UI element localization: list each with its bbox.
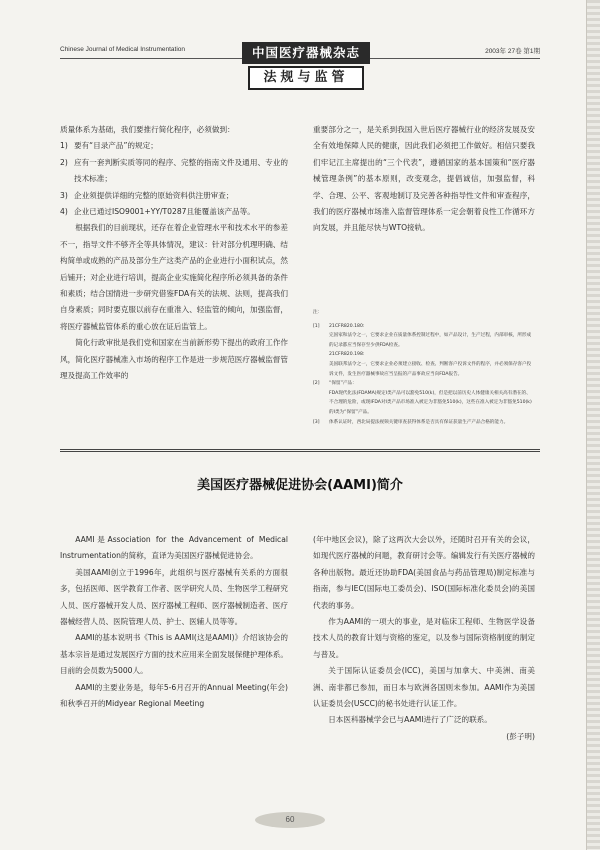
footnote-number: [2]: [313, 381, 320, 387]
footnote-text: “保留”产品：: [329, 381, 357, 387]
footnote-row: [313, 379, 535, 389]
footnote-number: [3]: [313, 419, 320, 425]
list-item-text: 要有“目录产品”的规定；: [74, 141, 158, 151]
notes-list: [313, 322, 535, 428]
paragraph: AAMI的基本说明书《This is AAMI(这是AAMI)》介绍该协会的基本宗旨是通过发展医疗方面的技术应用来全面发展保健护理体系。目前的会员数为5000人。: [60, 633, 288, 676]
footnote-text: 21CFR820.180:: [329, 323, 365, 329]
list-item-text: 企业已通过ISO9001+YY/T0287且能覆盖该产品等。: [74, 207, 255, 217]
paragraph: 质量体系为基础，我们要推行简化程序，必须做到：: [60, 125, 235, 134]
list-item-number: 4): [60, 207, 68, 217]
list-item: [60, 204, 288, 220]
list-item-text: 企业须提供详细的完整的原始资料供注册审查；: [74, 190, 234, 200]
aami-article-left-column: [60, 532, 288, 712]
aami-article-right-column: [313, 532, 535, 745]
footnotes: [313, 308, 535, 427]
issue-info: 2003年 27卷 第1期: [485, 48, 540, 55]
list-item-number: 2): [60, 157, 68, 167]
footnote-row: [313, 331, 535, 350]
footnote-text: 美国联邦法令之一，它要求企业必须建立接收、检查、判断客户投诉文件的程序，并必须保存客户投诉文件，发生医疗器械事故应当呈报的产品事故应当向FDA报告。: [329, 361, 532, 377]
page-number: 60: [255, 812, 325, 828]
list-item-number: 3): [60, 190, 68, 200]
notes-heading: 注：: [313, 310, 323, 315]
footnote-row: [313, 389, 535, 418]
author-signature: (彭子明): [506, 731, 535, 741]
paragraph: 重要部分之一，是关系到我国入世后医疗器械行业的经济发展及安全有效地保障人民的健康，因此我们必须把工作做好。相信只要我们牢记江主席提出的“三个代表”，遵循国家的基本国策和“医疗器械管理条例”的基本原则，改变观念，提倡诚信，加强监督，科学、合理、公平、客观地制订及完善各种指导性文件和审查程序，我们的医疗器械市场准入监督管理体系一定会朝着良性工作循环方向发展，并且能尽快与WTO接轨。: [313, 125, 535, 233]
paragraph: 关于国际认证委员会(ICC)，美国与加拿大、中美洲、南美洲、南非都已参加，而日本与欧洲各国则未参加。AAMI作为美国认证委员会(USCC)的秘书处进行认证工作。: [313, 666, 535, 709]
footnote-row: [313, 350, 535, 360]
footnote-number: [313, 331, 329, 350]
footnote-text: 体系认证时，西北局提法视频关键审查获得体系是否具有保证获量生产产品合格的能力。: [329, 419, 509, 425]
footnote-number: [313, 360, 329, 379]
paragraph: AAMI的主要业务是，每年5-6月召开的Annual Meeting(年会)和秋季召开的Midyear Regional Meeting: [60, 682, 288, 709]
footnote-number: [1]: [313, 323, 320, 329]
page-edge-decoration: [586, 0, 600, 850]
list-item: [60, 188, 288, 204]
paragraph: 美国AAMI创立于1996年，此组织与医疗器械有关系的方面很多，包括医师、医学教育工作者、医学研究人员、生物医学工程研究人员、医疗器械开发人员、医疗器械工程师、医疗器械制造者、医疗器械经营人员、医院管理人员、护士、医辅人员等等。: [60, 567, 288, 627]
footnote-text: 21CFR820.198:: [329, 352, 365, 358]
list-item-text: 应有一套判断实质等同的程序、完整的指南文件及通用、专业的技术标准；: [74, 157, 288, 184]
paragraph: 根据我们的目前现状，还存在着企业管理水平和技术水平的参差不一，指导文件不够齐全等具体情况，建议：针对部分机理明确、结构简单或成熟的产品及部分生产这类产品的企业进行小面积试点，然后铺开；对企业进行培训，提高企业实施简化程序所必须具备的条件和素质；结合国情进一步研究借鉴FDA有关的法规、法则，提高我们自身素质；同时要克服以前存在重准入、轻监管的倾向，加强监督，将医疗器械监管体系的重心放在证后监管上。: [60, 223, 288, 331]
list-item: [60, 138, 288, 154]
paragraph: 日本医科器械学会已与AAMI进行了广泛的联系。: [328, 715, 492, 725]
top-article-left-column: [60, 122, 288, 385]
footnote-row: [313, 418, 535, 428]
paragraph: AAMI是Association for the Advancement of Medical Instrumentation的简称，直译为美国医疗器械促进协会。: [60, 535, 288, 561]
top-article-right-column: [313, 122, 535, 237]
footnote-text: 完国家和法令之一，它要求企业在质量体系控制过程中，如产品设计，生产过程，内部审核，所形成的记录都应当保存至少供FDA检查。: [329, 333, 532, 348]
paragraph: (年中地区会议)，除了这两次大会以外，还随时召开有关的会议，如现代医疗器械的问题，教育研讨会等。编辑发行有关医疗器械的各种出版物。最近还协助FDA(美国食品与药品管理局)制定标准与指南，参与IEC(国际电工委员会)、ISO(国际标准化委员会)的美国代表的事务。: [313, 535, 535, 610]
paragraph: 简化行政审批是我们党和国家在当前新形势下提出的政府工作作风，简化医疗器械准入市场的程序工作是进一步规范医疗器械监督管理及提高工作效率的: [60, 338, 288, 381]
paragraph: 作为AAMI的一项大的事业，是对临床工程师、生物医学设备技术人员的教育计划与资格的鉴定，以及参与国际资格制度的制定与普及。: [313, 617, 535, 659]
footnote-number: [313, 389, 329, 418]
section-label: 法规与监管: [248, 66, 364, 90]
list-item-number: 1): [60, 141, 68, 151]
journal-chinese-title: 中国医疗器械杂志: [242, 42, 370, 64]
journal-logo: [242, 42, 370, 94]
list-item: [60, 155, 288, 188]
journal-header: [60, 36, 540, 108]
footnote-row: [313, 322, 535, 332]
footnote-row: [313, 360, 535, 379]
footnote-number: [313, 350, 329, 360]
article-title: 美国医疗器械促进协会(AAMI)简介: [197, 478, 403, 493]
footnote-text: FDA现代化法(FDAMA)规定I类产品可以豁免510(k)，但是把以前历史人体健康关相关高有潜在的、不合理的危险，或现IFDA对I类产品市场准入被定为非豁免510(k)，这些在准入被定为非豁免510(k)的I类为“保留”产品。: [329, 390, 532, 415]
journal-english-title: Chinese Journal of Medical Instrumentation: [60, 46, 186, 53]
article-divider: [60, 449, 540, 452]
